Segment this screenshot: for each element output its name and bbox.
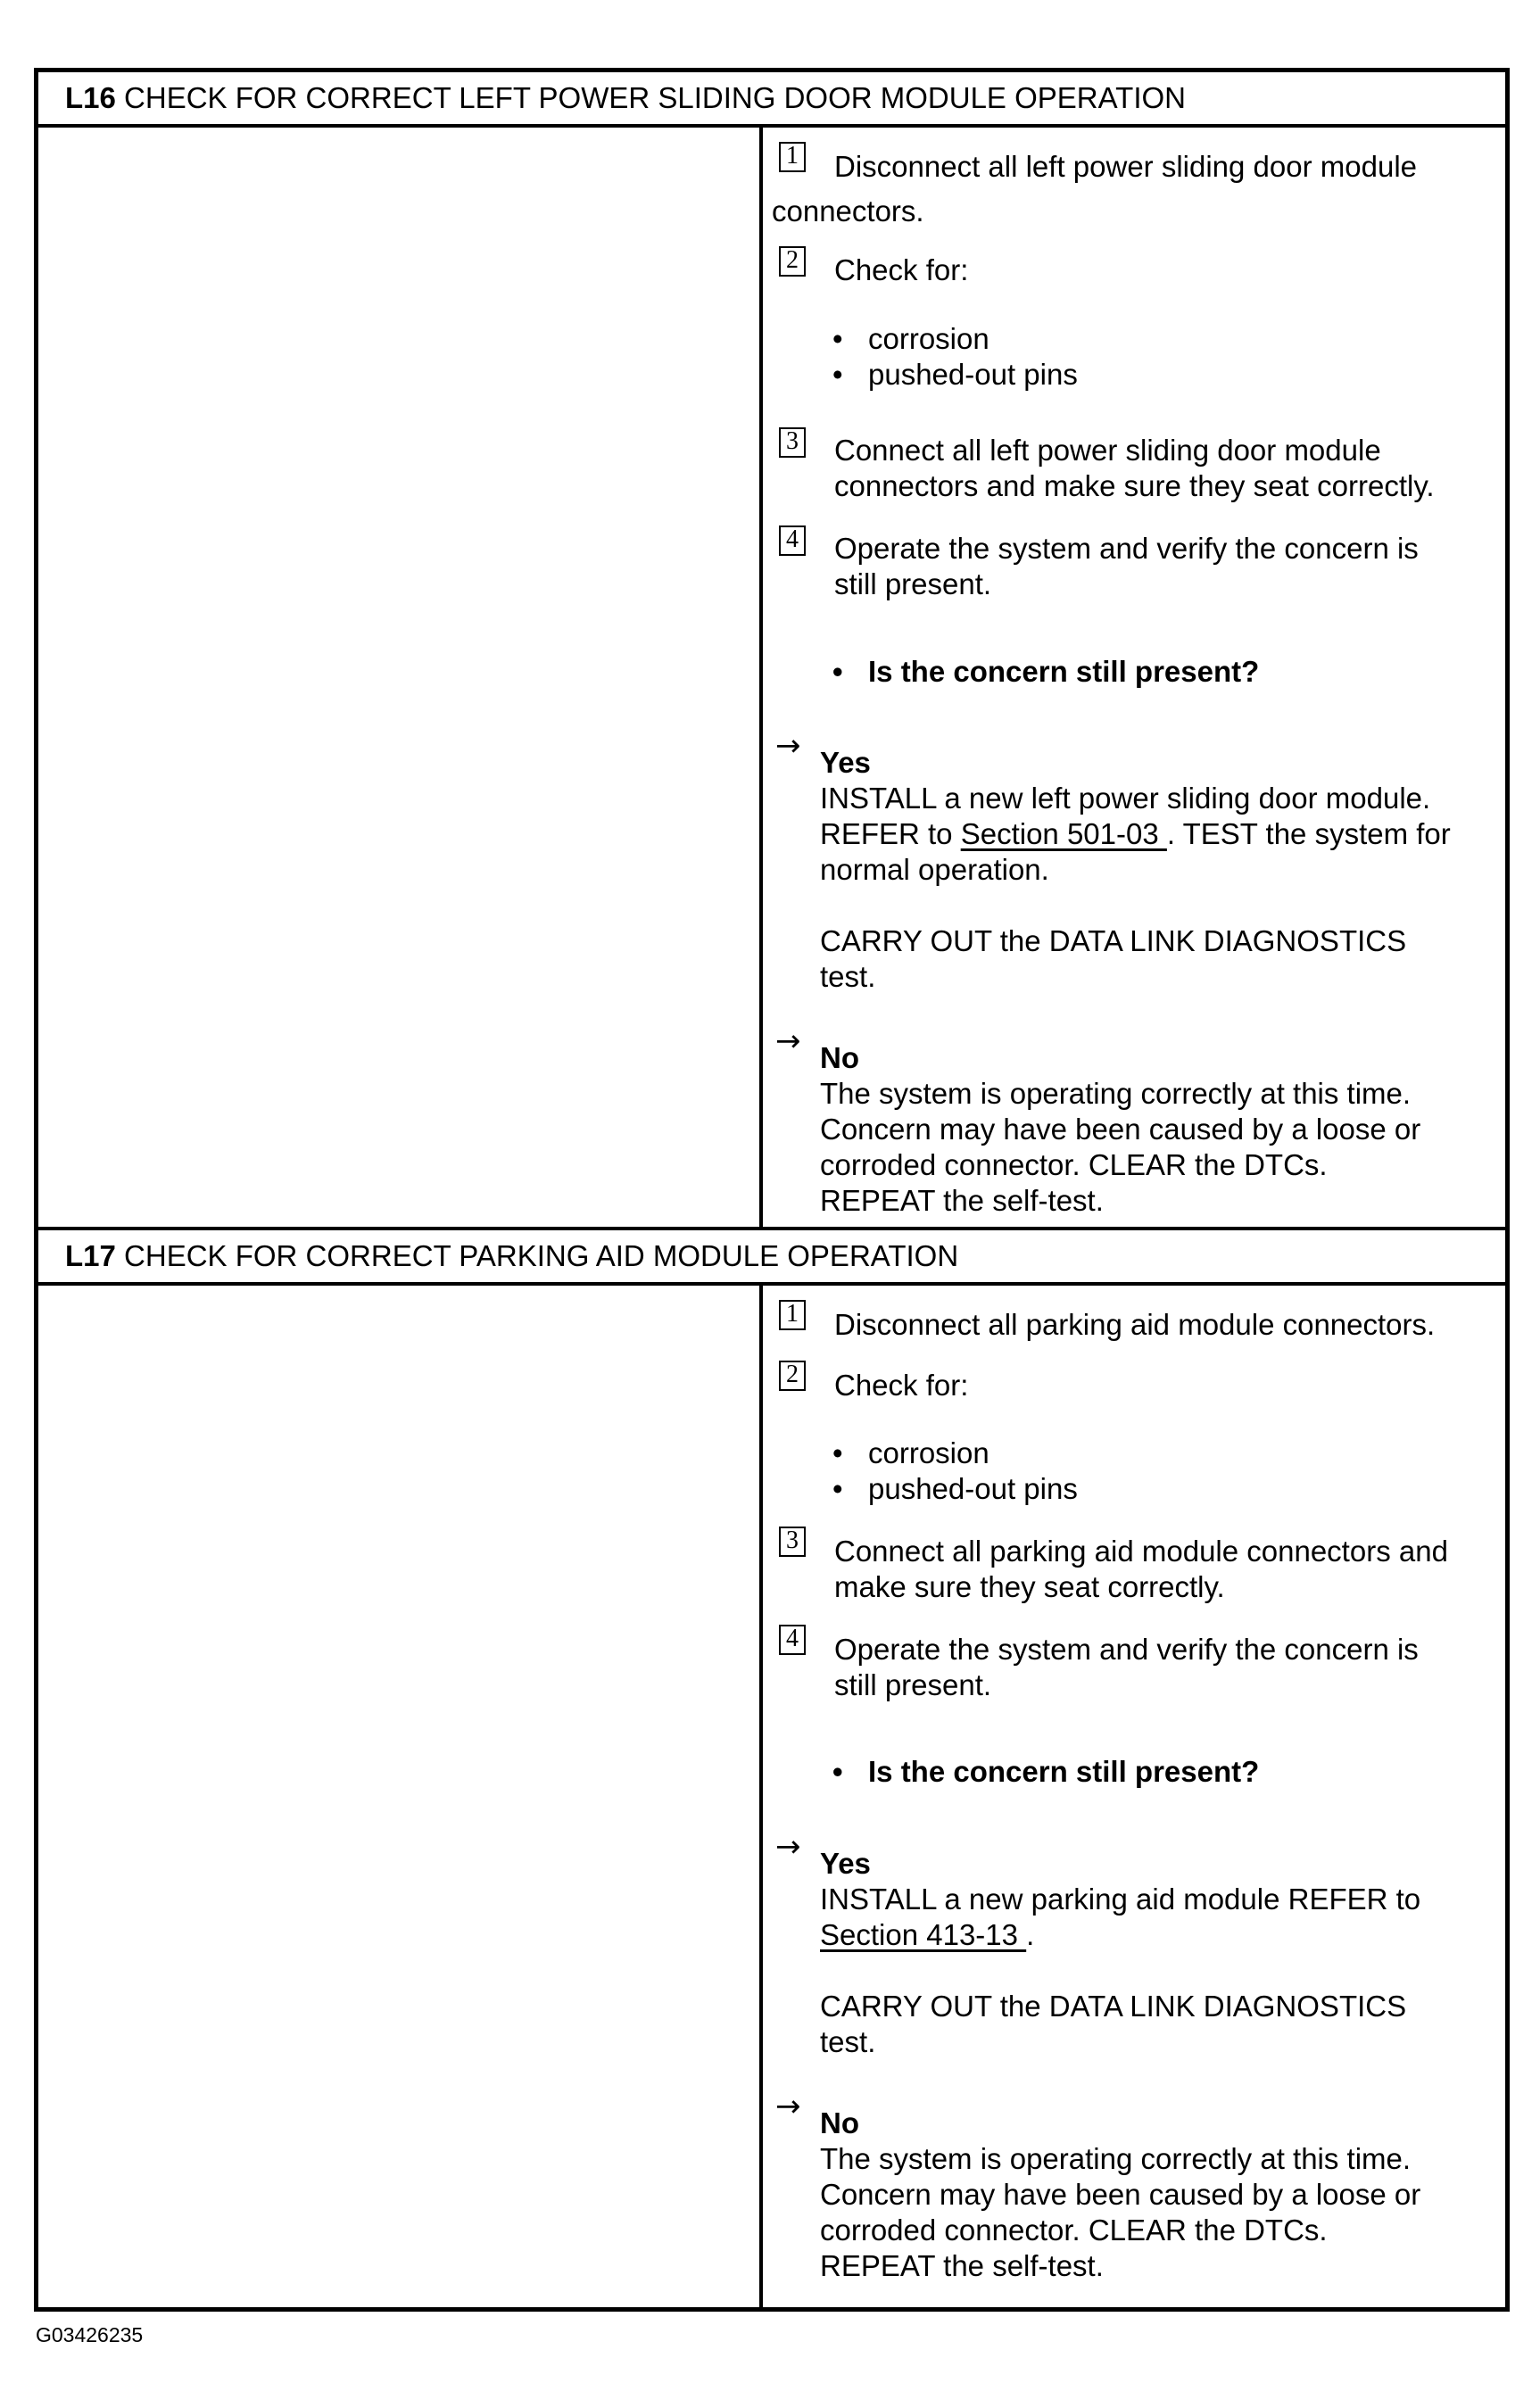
step-text: Connect all parking aid module connectors and xyxy=(834,1535,1448,1568)
yes-text: test. xyxy=(820,2025,876,2058)
no-text: The system is operating correctly at this time. xyxy=(820,1077,1412,1110)
section-id: L17 xyxy=(65,1239,116,1272)
section-header-l16 xyxy=(38,72,1505,128)
section-link[interactable]: Section 501-03 xyxy=(960,817,1167,850)
arrow-right-icon: → xyxy=(775,1023,801,1059)
section-body-l17 xyxy=(38,1286,1505,2307)
question: • Is the concern still present? xyxy=(868,654,1259,690)
step-number-box: 3 xyxy=(779,427,806,458)
step-text: Disconnect all left power sliding door module xyxy=(834,150,1418,183)
section-title: CHECK FOR CORRECT LEFT POWER SLIDING DOOR MODULE OPERATION xyxy=(124,81,1187,114)
arrow-right-icon: → xyxy=(775,728,801,764)
no-text: REPEAT the self-test. xyxy=(820,1184,1104,1217)
no-text: The system is operating correctly at this time. xyxy=(820,2142,1412,2175)
steps-pane xyxy=(763,1286,1505,2307)
yes-text: REFER to Section 501-03 . TEST the system for xyxy=(820,817,1451,850)
step-number-box: 2 xyxy=(779,1361,806,1391)
yes-text: CARRY OUT the DATA LINK DIAGNOSTICS xyxy=(820,1990,1407,2023)
step-number-box: 1 xyxy=(779,142,806,172)
step-text: Disconnect all parking aid module connectors. xyxy=(834,1308,1436,1341)
step-text: Operate the system and verify the concern is xyxy=(834,1633,1419,1666)
step-text: Check for: xyxy=(834,253,969,286)
step-text: Operate the system and verify the concern is xyxy=(834,532,1419,565)
yes-text: INSTALL a new parking aid module REFER to xyxy=(820,1883,1421,1916)
section-id: L16 xyxy=(65,81,116,114)
step-number-box: 1 xyxy=(779,1300,806,1330)
arrow-right-icon: → xyxy=(775,2089,801,2124)
section-body-l16 xyxy=(38,128,1505,1227)
yes-label: Yes xyxy=(820,746,871,779)
step-text: connectors. xyxy=(772,194,924,228)
no-text: corroded connector. CLEAR the DTCs. xyxy=(820,2214,1328,2247)
no-text: Concern may have been caused by a loose or xyxy=(820,2178,1421,2211)
bullet-item: • corrosion xyxy=(868,1436,989,1471)
step-text: Connect all left power sliding door module xyxy=(834,434,1381,467)
no-text: corroded connector. CLEAR the DTCs. xyxy=(820,1148,1328,1181)
section-link[interactable]: Section 413-13 xyxy=(820,1918,1027,1951)
question: • Is the concern still present? xyxy=(868,1754,1259,1790)
bullet-item: • corrosion xyxy=(868,321,989,357)
illustration-area xyxy=(38,128,763,1227)
yes-label: Yes xyxy=(820,1847,871,1880)
diagnostic-table xyxy=(34,68,1510,2312)
step-text: make sure they seat correctly. xyxy=(834,1570,1225,1603)
step-number-box: 4 xyxy=(779,1625,806,1655)
yes-text: test. xyxy=(820,960,876,993)
yes-text: normal operation. xyxy=(820,853,1049,886)
yes-text: Section 413-13 . xyxy=(820,1918,1035,1951)
figure-id: G03426235 xyxy=(36,2323,144,2346)
step-text: still present. xyxy=(834,567,992,600)
section-title: CHECK FOR CORRECT PARKING AID MODULE OPERATION xyxy=(124,1239,959,1272)
no-text: REPEAT the self-test. xyxy=(820,2249,1104,2282)
step-text: still present. xyxy=(834,1668,992,1701)
step-text: connectors and make sure they seat correctly. xyxy=(834,469,1435,502)
no-label: No xyxy=(820,2106,859,2139)
no-label: No xyxy=(820,1041,859,1074)
yes-text: INSTALL a new left power sliding door module. xyxy=(820,782,1431,815)
step-number-box: 4 xyxy=(779,525,806,556)
no-text: Concern may have been caused by a loose or xyxy=(820,1113,1421,1146)
section-header-l17 xyxy=(38,1230,1505,1286)
arrow-right-icon: → xyxy=(775,1829,801,1865)
step-text: Check for: xyxy=(834,1369,969,1402)
steps-pane xyxy=(763,128,1505,1227)
illustration-area xyxy=(38,1286,763,2307)
step-number-box: 2 xyxy=(779,246,806,277)
bullet-item: • pushed-out pins xyxy=(868,357,1078,393)
step-number-box: 3 xyxy=(779,1527,806,1557)
yes-text: CARRY OUT the DATA LINK DIAGNOSTICS xyxy=(820,924,1407,957)
bullet-item: • pushed-out pins xyxy=(868,1471,1078,1507)
